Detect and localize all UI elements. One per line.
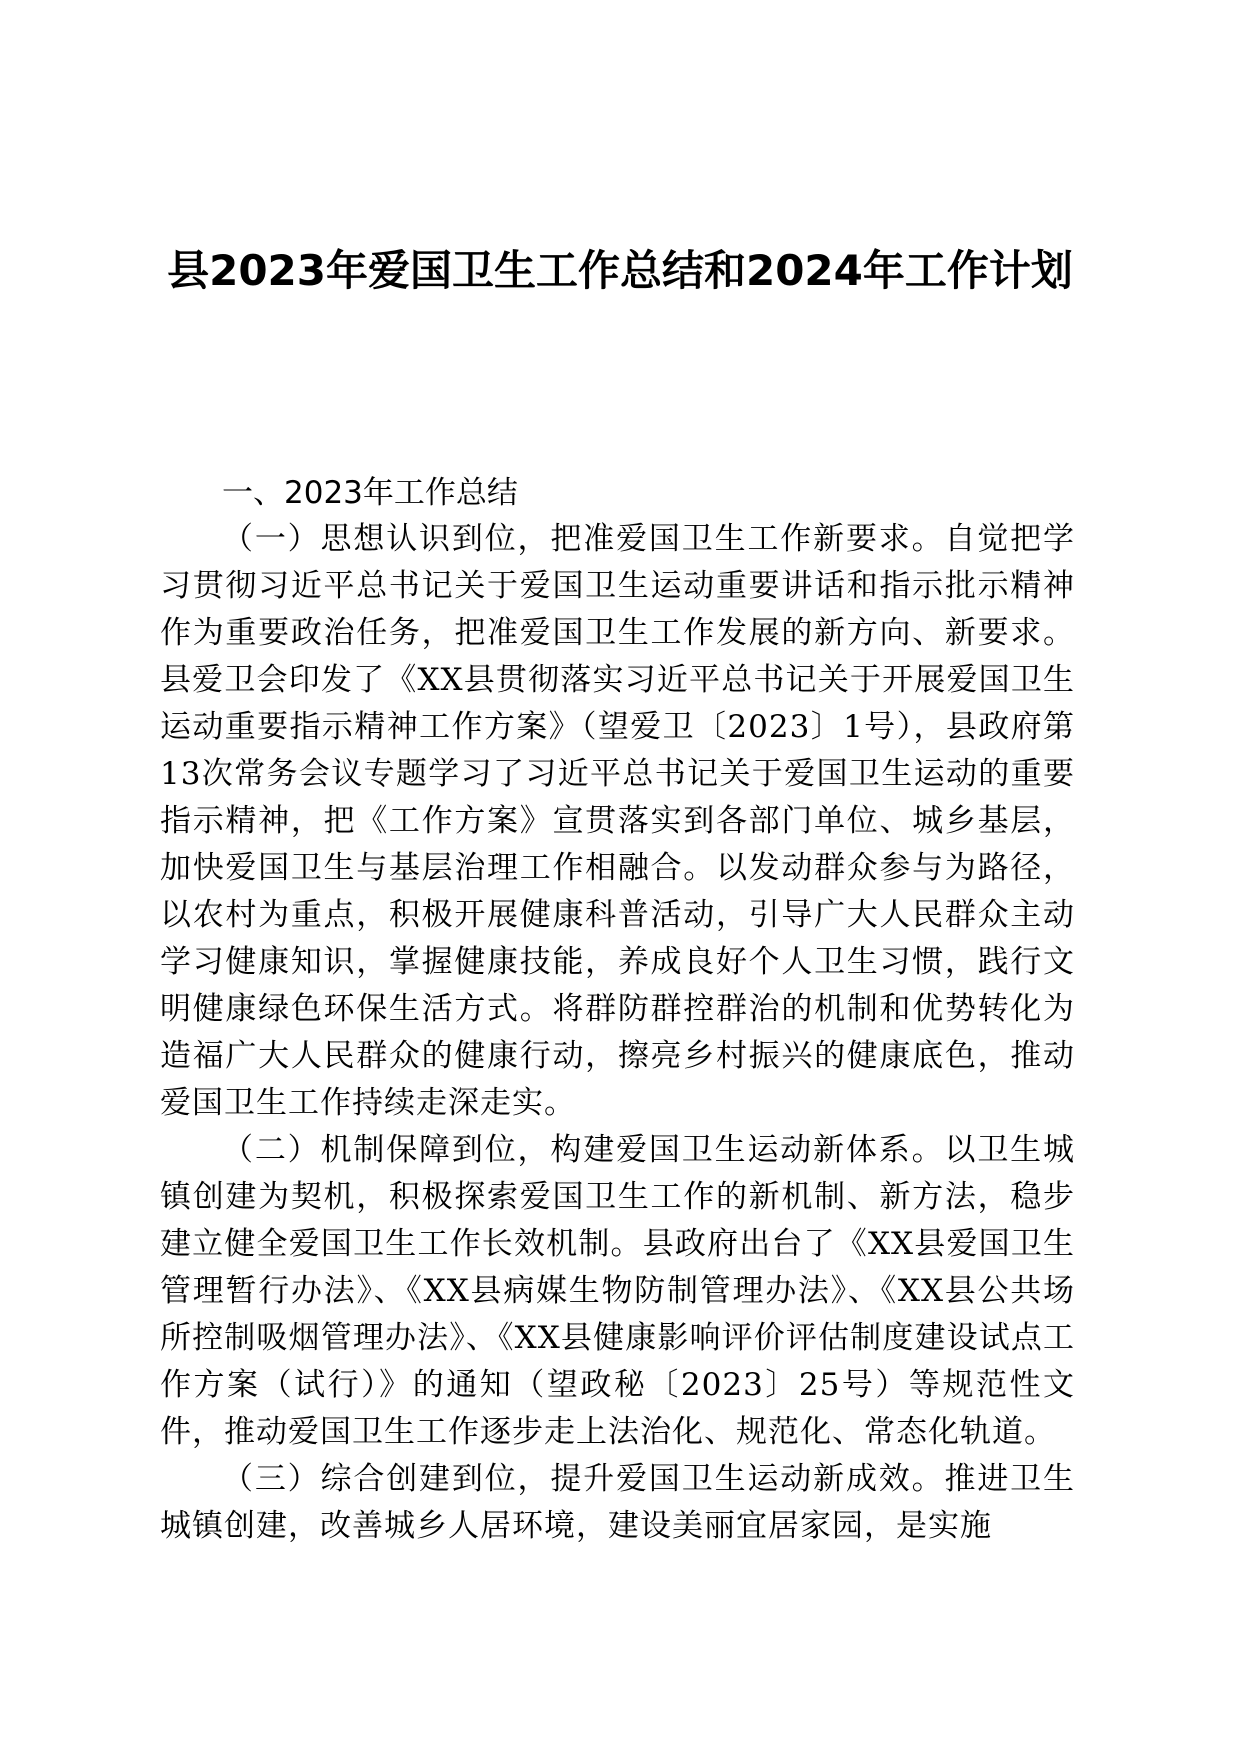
paragraph-3 [160, 1456, 1075, 1550]
document-body [160, 470, 1075, 1550]
paragraph-1-lead: （一）思想认识到位，把准爱国卫生工作新要求。 [222, 521, 945, 557]
section-heading: 一、2023年工作总结 [222, 475, 518, 511]
paragraph-2 [160, 1127, 1075, 1456]
paragraph-1 [160, 516, 1075, 1127]
paragraph-3-text: 推进卫生城镇创建，改善城乡人居环境，建设美丽宜居家园，是实施 [160, 1461, 1076, 1544]
paragraph-3-lead: （三）综合创建到位，提升爱国卫生运动新成效。 [222, 1461, 945, 1497]
document-title: 县2023年爱国卫生工作总结和2024年工作计划 [167, 246, 1073, 295]
paragraph-2-lead: （二）机制保障到位，构建爱国卫生运动新体系。 [222, 1132, 945, 1168]
paragraph-1-text: 自觉把学习贯彻习近平总书记关于爱国卫生运动重要讲话和指示批示精神作为重要政治任务，把准爱国卫生工作发展的新方向、新要求。县爱卫会印发了《XX县贯彻落实习近平总书记关于开展爱国卫生运动重要指示精神工作方案》（望爱卫〔2023〕1号），县政府第13次常务会议专题学习了习近平总书记关于爱国卫生运动的重要指示精神，把《工作方案》宣贯落实到各部门单位、城乡基层，加快爱国卫生与基层治理工作相融合。以发动群众参与为路径，以农村为重点，积极开展健康科普活动，引导广大人民群众主动学习健康知识，掌握健康技能，养成良好个人卫生习惯，践行文明健康绿色环保生活方式。将群防群控群治的机制和优势转化为造福广大人民群众的健康行动，擦亮乡村振兴的健康底色，推动爱国卫生工作持续走深走实。 [160, 521, 1076, 1121]
paragraph-2-text: 以卫生城镇创建为契机，积极探索爱国卫生工作的新机制、新方法，稳步建立健全爱国卫生工作长效机制。县政府出台了《XX县爱国卫生管理暂行办法》、《XX县病媒生物防制管理办法》、《XX县公共场所控制吸烟管理办法》、《XX县健康影响评价评估制度建设试点工作方案（试行）》的通知（望政秘〔2023〕25号）等规范性文件，推动爱国卫生工作逐步走上法治化、规范化、常态化轨道。 [160, 1132, 1076, 1450]
